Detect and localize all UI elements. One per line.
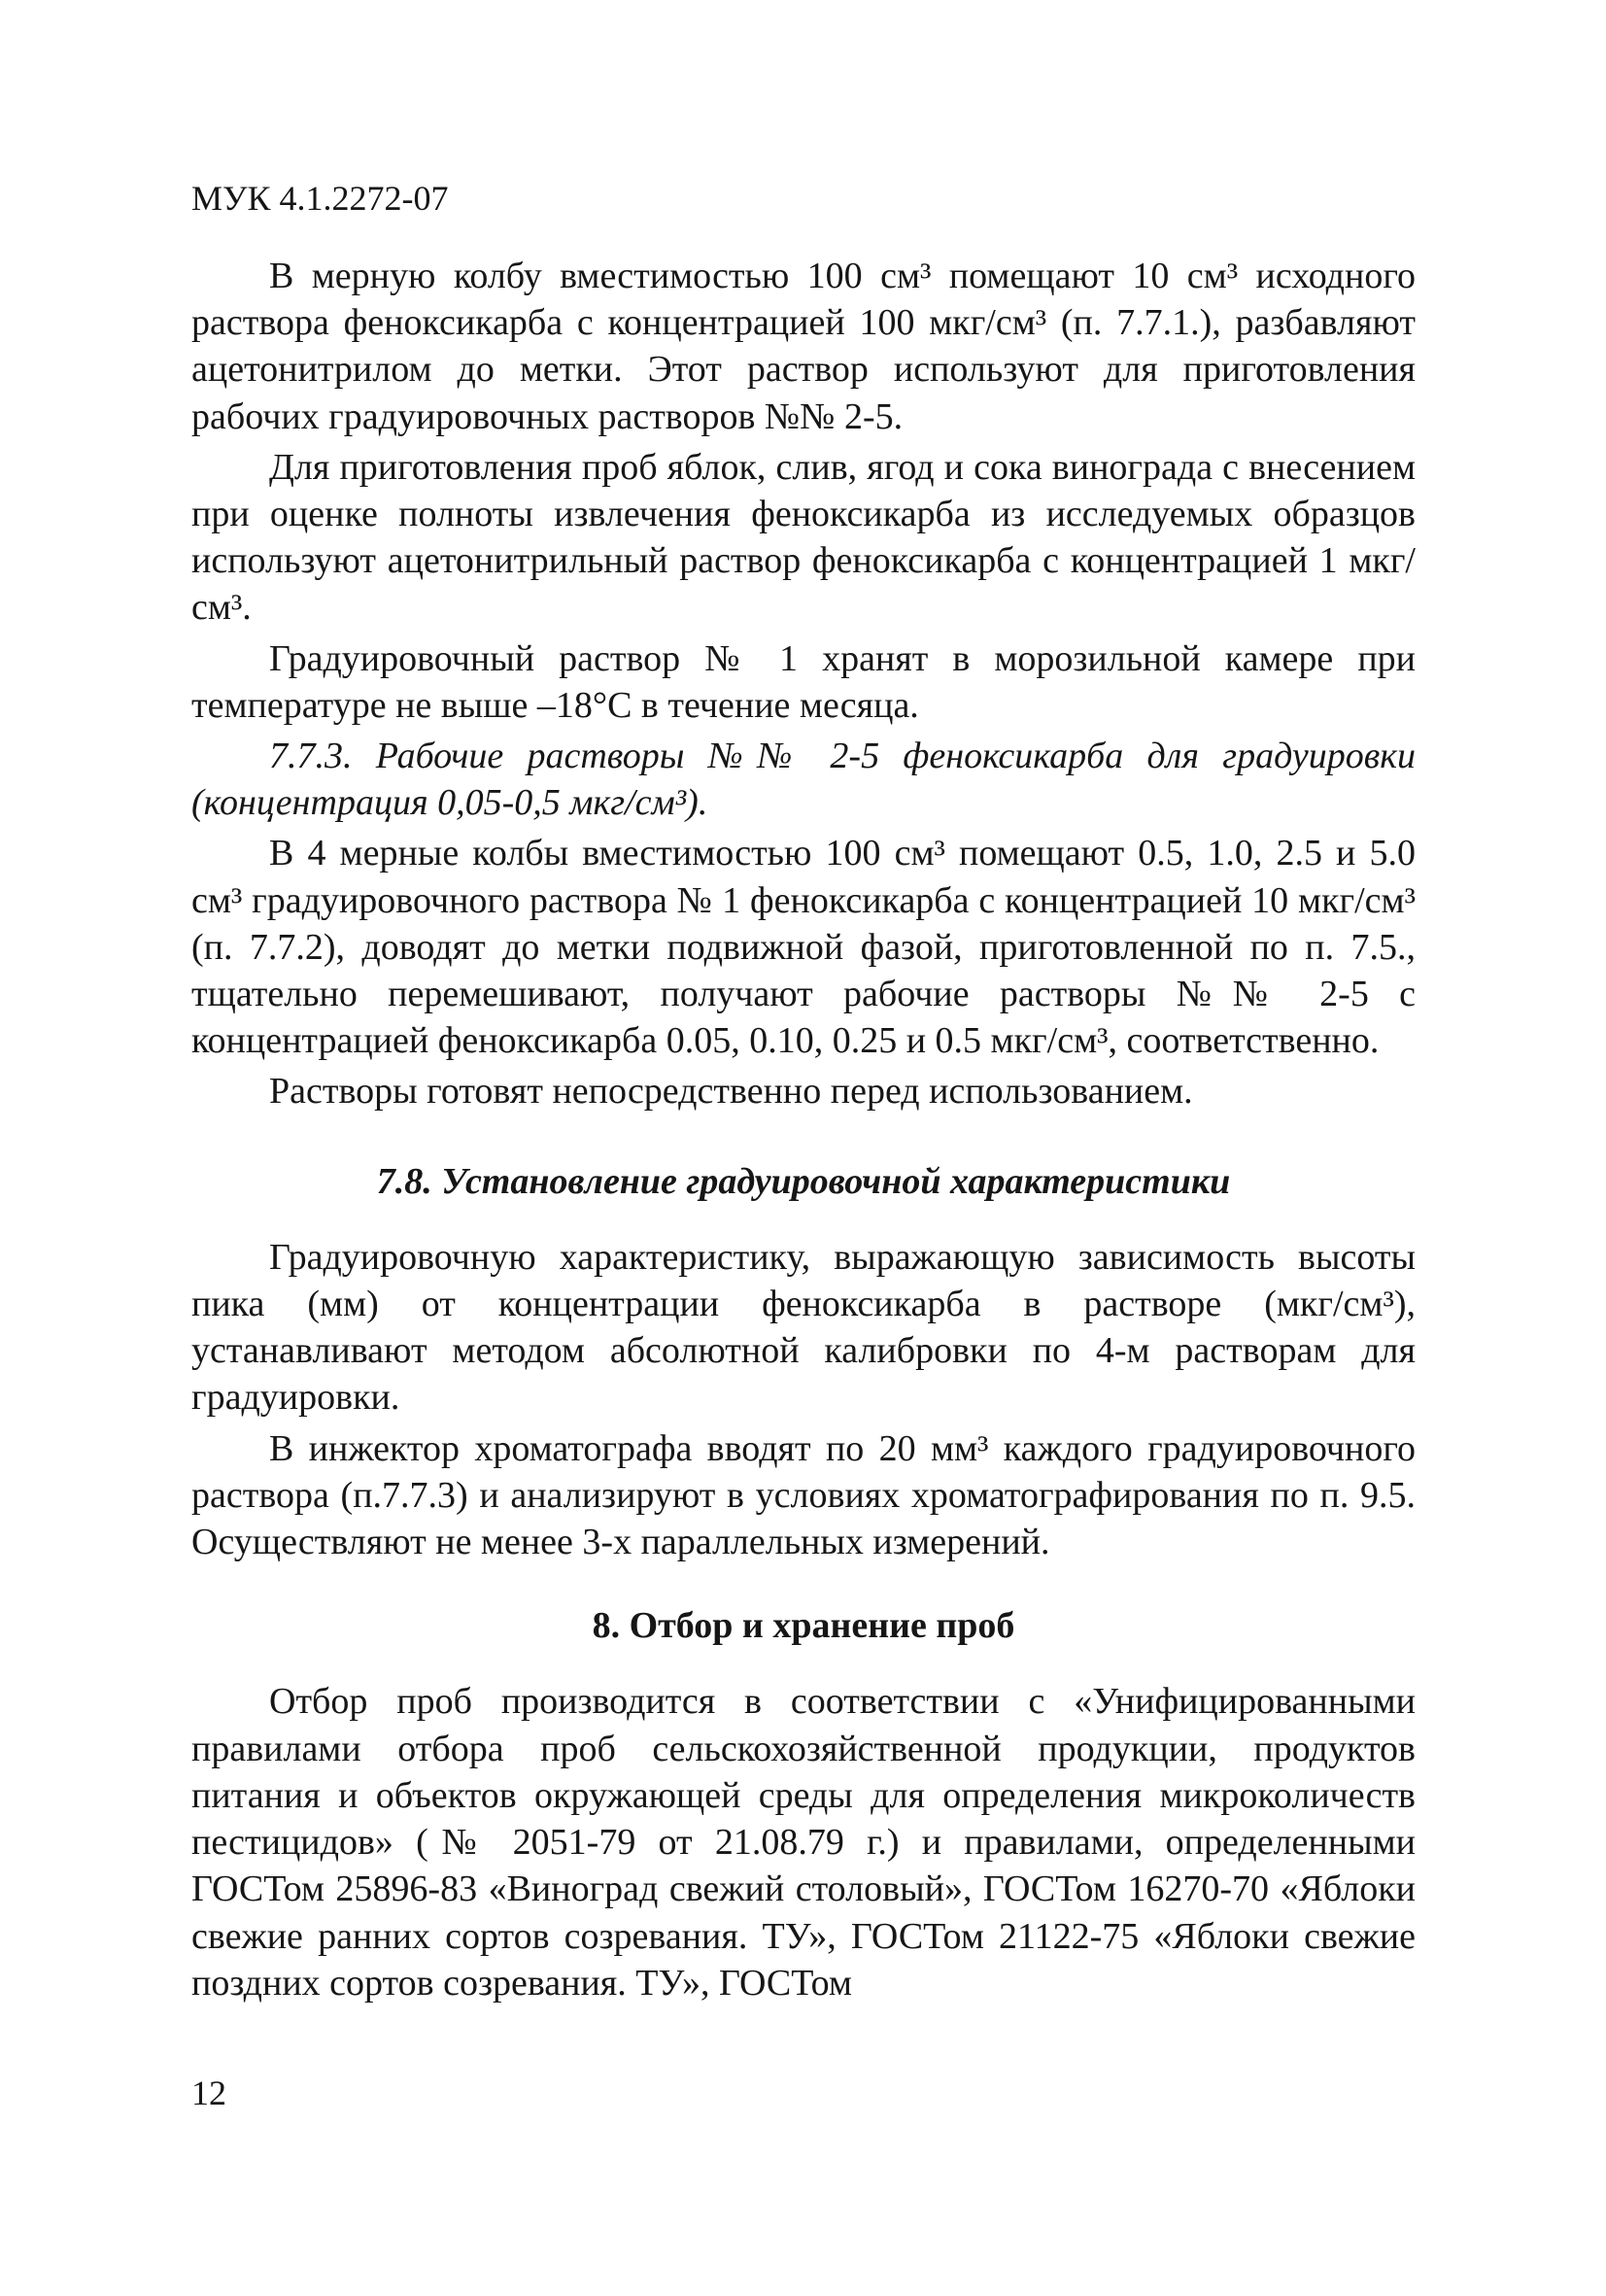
subsection-heading: 7.7.3. Рабочие растворы №№ 2-5 феноксикарба для градуировки (концентрация 0,05-0,5 мкг/см³). (191, 736, 1416, 824)
paragraph: В 4 мерные колбы вместимостью 100 см³ помещают 0.5, 1.0, 2.5 и 5.0 см³ градуировочного раствора № 1 феноксикарба с концентрацией 10 мкг/см³ (п. 7.7.2), доводят до метки подвижной фазой, приготовленной по п. 7.5., тщательно перемешивают, получают рабочие растворы №№ 2-5 с концентрацией феноксикарба 0.05, 0.10, 0.25 и 0.5 мкг/см³, соответственно. (191, 833, 1416, 1062)
paragraph: В мерную колбу вместимостью 100 см³ помещают 10 см³ исходного раствора феноксикарба с концентрацией 100 мкг/см³ (п. 7.7.1.), разбавляют ацетонитрилом до метки. Этот раствор используют для приготовления рабочих градуировочных растворов №№ 2-5. (191, 256, 1416, 437)
paragraph: Градуировочный раствор № 1 хранят в морозильной камере при температуре не выше –18°С в течение месяца. (191, 637, 1416, 726)
section-heading: 8. Отбор и хранение проб (592, 1605, 1015, 1647)
paragraph: В инжектор хроматографа вводят по 20 мм³ каждого градуировочного раствора (п.7.7.3) и анализируют в условиях хроматографирования по п. 9.5. Осуществляют не менее 3-х параллельных измерений. (191, 1427, 1416, 1563)
paragraph: Отбор проб производится в соответствии с «Унифицированными правилами отбора проб сельскохозяйственной продукции, продуктов питания и объектов окружающей среды для определения микроколичеств пестицидов» (№ 2051-79 от 21.08.79 г.) и правилами, определенными ГОСТом 25896-83 «Виноград свежий столовый», ГОСТом 16270-70 «Яблоки свежие ранних сортов созревания. ТУ», ГОСТом 21122-75 «Яблоки свежие поздних сортов созревания. ТУ», ГОСТом (191, 1681, 1416, 2004)
section-heading: 7.8. Установление градуировочной характеристики (376, 1160, 1231, 1202)
paragraph: Градуировочную характеристику, выражающую зависимость высоты пика (мм) от концентрации феноксикарба в растворе (мкг/см³), устанавливают методом абсолютной калибровки по 4-м растворам для градуировки. (191, 1236, 1416, 1419)
document-body (191, 253, 1416, 2006)
paragraph: Для приготовления проб яблок, слив, ягод и сока винограда с внесением при оценке полноты извлечения феноксикарба из исследуемых образцов используют ацетонитрильный раствор феноксикарба с концентрацией 1 мкг/см³. (191, 446, 1416, 629)
paragraph: Растворы готовят непосредственно перед использованием. (269, 1071, 1193, 1113)
document-code: МУК 4.1.2272-07 (191, 179, 449, 218)
page-number: 12 (191, 2073, 226, 2112)
